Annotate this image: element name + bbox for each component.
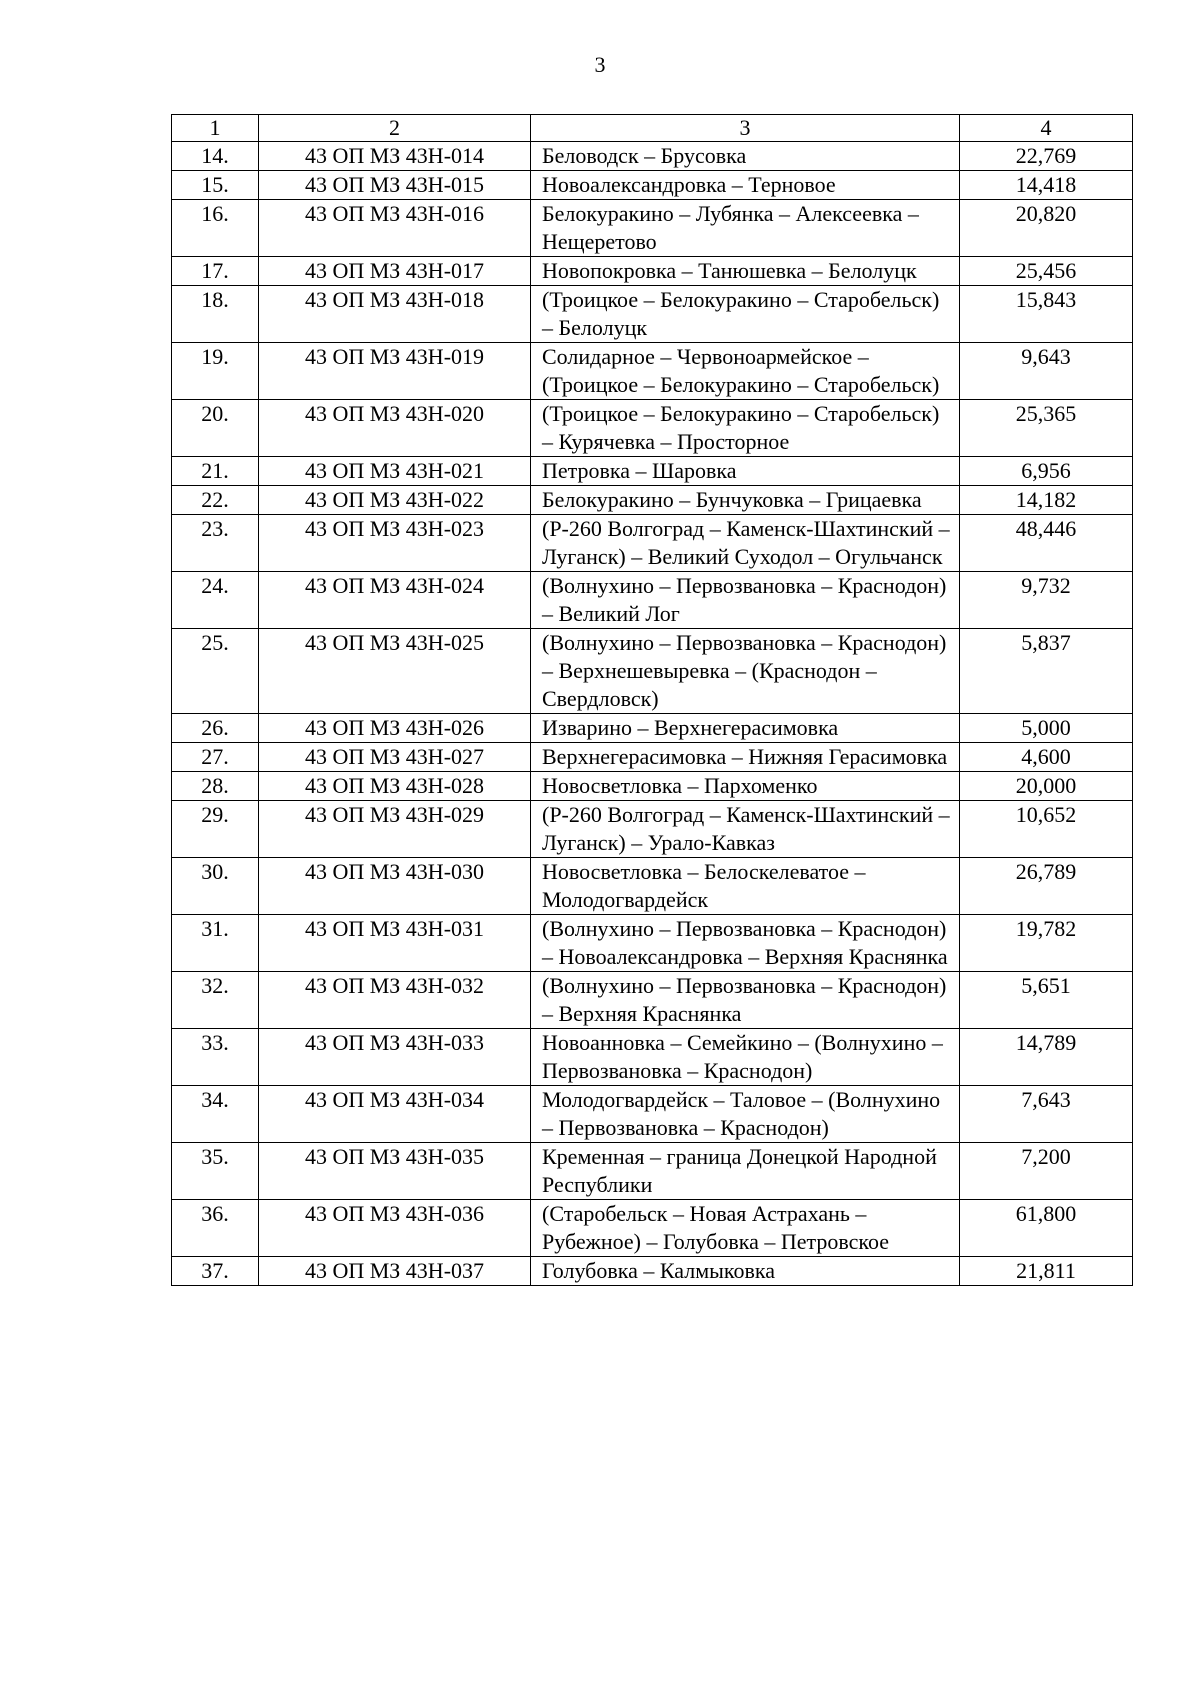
table-row (172, 457, 1133, 486)
row-number: 29. (172, 801, 259, 858)
table-row (172, 1143, 1133, 1200)
road-code: 43 ОП МЗ 43Н-030 (259, 858, 531, 915)
road-code: 43 ОП МЗ 43Н-033 (259, 1029, 531, 1086)
page-number: 3 (594, 52, 606, 77)
header-row (172, 115, 1133, 142)
column-header-4: 4 (960, 115, 1133, 142)
table-row (172, 915, 1133, 972)
road-code: 43 ОП МЗ 43Н-025 (259, 629, 531, 714)
road-length: 5,000 (960, 714, 1133, 743)
road-code: 43 ОП МЗ 43Н-023 (259, 515, 531, 572)
table-row (172, 257, 1133, 286)
road-name: Новосветловка – Пархоменко (531, 772, 960, 801)
road-name: Голубовка – Калмыковка (531, 1257, 960, 1286)
road-length: 14,182 (960, 486, 1133, 515)
road-code: 43 ОП МЗ 43Н-015 (259, 171, 531, 200)
road-code: 43 ОП МЗ 43Н-020 (259, 400, 531, 457)
road-length: 48,446 (960, 515, 1133, 572)
table-row (172, 142, 1133, 171)
road-code: 43 ОП МЗ 43Н-037 (259, 1257, 531, 1286)
road-name: Петровка – Шаровка (531, 457, 960, 486)
road-name: (Троицкое – Белокуракино – Старобельск) – Курячевка – Просторное (531, 400, 960, 457)
road-name: Кременная – граница Донецкой Народной Республики (531, 1143, 960, 1200)
road-length: 25,365 (960, 400, 1133, 457)
column-header-3: 3 (531, 115, 960, 142)
table-body (172, 142, 1133, 1286)
row-number: 32. (172, 972, 259, 1029)
table-row (172, 171, 1133, 200)
road-code: 43 ОП МЗ 43Н-034 (259, 1086, 531, 1143)
row-number: 33. (172, 1029, 259, 1086)
road-name: Новопокровка – Танюшевка – Белолуцк (531, 257, 960, 286)
row-number: 36. (172, 1200, 259, 1257)
table-row (172, 286, 1133, 343)
row-number: 16. (172, 200, 259, 257)
road-name: (Волнухино – Первозвановка – Краснодон) – Верхняя Краснянка (531, 972, 960, 1029)
table-row (172, 629, 1133, 714)
row-number: 14. (172, 142, 259, 171)
table-row (172, 343, 1133, 400)
row-number: 23. (172, 515, 259, 572)
road-length: 10,652 (960, 801, 1133, 858)
roads-table (171, 114, 1133, 1286)
road-name: Беловодск – Брусовка (531, 142, 960, 171)
road-code: 43 ОП МЗ 43Н-022 (259, 486, 531, 515)
table-row (172, 743, 1133, 772)
road-code: 43 ОП МЗ 43Н-028 (259, 772, 531, 801)
road-name: (Троицкое – Белокуракино – Старобельск) – Белолуцк (531, 286, 960, 343)
row-number: 18. (172, 286, 259, 343)
road-code: 43 ОП МЗ 43Н-024 (259, 572, 531, 629)
road-name: Белокуракино – Бунчуковка – Грицаевка (531, 486, 960, 515)
road-length: 20,820 (960, 200, 1133, 257)
column-header-2: 2 (259, 115, 531, 142)
road-length: 5,837 (960, 629, 1133, 714)
road-length: 21,811 (960, 1257, 1133, 1286)
row-number: 34. (172, 1086, 259, 1143)
row-number: 24. (172, 572, 259, 629)
table-row (172, 858, 1133, 915)
road-code: 43 ОП МЗ 43Н-027 (259, 743, 531, 772)
row-number: 20. (172, 400, 259, 457)
road-length: 25,456 (960, 257, 1133, 286)
road-name: Новоанновка – Семейкино – (Волнухино – Первозвановка – Краснодон) (531, 1029, 960, 1086)
road-code: 43 ОП МЗ 43Н-018 (259, 286, 531, 343)
table-row (172, 1029, 1133, 1086)
table-row (172, 1257, 1133, 1286)
row-number: 19. (172, 343, 259, 400)
road-name: Новоалександровка – Терновое (531, 171, 960, 200)
row-number: 37. (172, 1257, 259, 1286)
row-number: 26. (172, 714, 259, 743)
road-code: 43 ОП МЗ 43Н-017 (259, 257, 531, 286)
road-name: Изварино – Верхнегерасимовка (531, 714, 960, 743)
road-name: (Волнухино – Первозвановка – Краснодон) – Верхнешевыревка – (Краснодон – Свердловск) (531, 629, 960, 714)
road-length: 4,600 (960, 743, 1133, 772)
column-header-1: 1 (172, 115, 259, 142)
road-name: Верхнегерасимовка – Нижняя Герасимовка (531, 743, 960, 772)
road-code: 43 ОП МЗ 43Н-032 (259, 972, 531, 1029)
road-name: Молодогвардейск – Таловое – (Волнухино – Первозвановка – Краснодон) (531, 1086, 960, 1143)
row-number: 27. (172, 743, 259, 772)
table-header (172, 115, 1133, 142)
road-name: (Волнухино – Первозвановка – Краснодон) – Новоалександровка – Верхняя Краснянка (531, 915, 960, 972)
road-length: 9,732 (960, 572, 1133, 629)
road-code: 43 ОП МЗ 43Н-029 (259, 801, 531, 858)
road-name: (Р-260 Волгоград – Каменск-Шахтинский – Луганск) – Урало-Кавказ (531, 801, 960, 858)
road-name: (Р-260 Волгоград – Каменск-Шахтинский – Луганск) – Великий Суходол – Огульчанск (531, 515, 960, 572)
road-name: Солидарное – Червоноармейское – (Троицкое – Белокуракино – Старобельск) (531, 343, 960, 400)
row-number: 30. (172, 858, 259, 915)
row-number: 35. (172, 1143, 259, 1200)
row-number: 15. (172, 171, 259, 200)
road-length: 14,418 (960, 171, 1133, 200)
road-length: 20,000 (960, 772, 1133, 801)
row-number: 21. (172, 457, 259, 486)
table-row (172, 572, 1133, 629)
road-length: 7,200 (960, 1143, 1133, 1200)
road-length: 19,782 (960, 915, 1133, 972)
road-code: 43 ОП МЗ 43Н-016 (259, 200, 531, 257)
road-code: 43 ОП МЗ 43Н-014 (259, 142, 531, 171)
road-length: 5,651 (960, 972, 1133, 1029)
table-row (172, 1086, 1133, 1143)
table-row (172, 972, 1133, 1029)
table-row (172, 801, 1133, 858)
table-row (172, 772, 1133, 801)
road-length: 22,769 (960, 142, 1133, 171)
road-length: 7,643 (960, 1086, 1133, 1143)
road-name: Новосветловка – Белоскелеватое – Молодогвардейск (531, 858, 960, 915)
road-length: 6,956 (960, 457, 1133, 486)
road-code: 43 ОП МЗ 43Н-021 (259, 457, 531, 486)
row-number: 28. (172, 772, 259, 801)
table-row (172, 515, 1133, 572)
road-length: 26,789 (960, 858, 1133, 915)
road-length: 9,643 (960, 343, 1133, 400)
table-row (172, 400, 1133, 457)
road-name: (Старобельск – Новая Астрахань – Рубежное) – Голубовка – Петровское (531, 1200, 960, 1257)
row-number: 17. (172, 257, 259, 286)
road-code: 43 ОП МЗ 43Н-035 (259, 1143, 531, 1200)
table-row (172, 200, 1133, 257)
row-number: 25. (172, 629, 259, 714)
table-row (172, 1200, 1133, 1257)
road-length: 14,789 (960, 1029, 1133, 1086)
table-row (172, 714, 1133, 743)
road-code: 43 ОП МЗ 43Н-026 (259, 714, 531, 743)
table-row (172, 486, 1133, 515)
road-code: 43 ОП МЗ 43Н-036 (259, 1200, 531, 1257)
road-code: 43 ОП МЗ 43Н-031 (259, 915, 531, 972)
road-length: 15,843 (960, 286, 1133, 343)
road-length: 61,800 (960, 1200, 1133, 1257)
road-name: (Волнухино – Первозвановка – Краснодон) – Великий Лог (531, 572, 960, 629)
road-code: 43 ОП МЗ 43Н-019 (259, 343, 531, 400)
row-number: 31. (172, 915, 259, 972)
row-number: 22. (172, 486, 259, 515)
road-name: Белокуракино – Лубянка – Алексеевка – Нещеретово (531, 200, 960, 257)
